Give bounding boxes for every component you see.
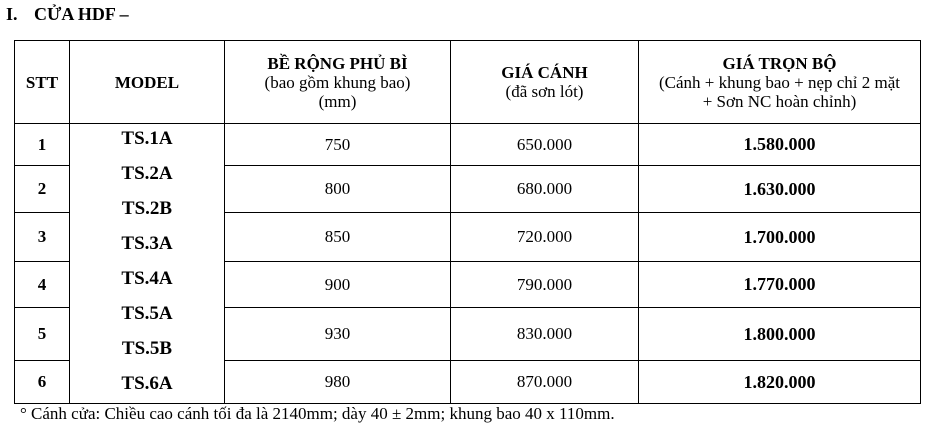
width-cell: 850 (225, 213, 451, 262)
model-item: TS.1A (121, 128, 173, 149)
door-price-cell: 830.000 (451, 308, 639, 361)
model-item: TS.5B (121, 338, 173, 359)
model-item: TS.5A (121, 303, 173, 324)
model-cell (70, 124, 225, 404)
footnote: ° Cánh cửa: Chiều cao cánh tối đa là 2140mm; dày 40 ± 2mm; khung bao 40 x 110mm. (20, 404, 615, 423)
model-item: TS.2A (121, 163, 173, 184)
door-price-cell: 790.000 (451, 262, 639, 308)
stt-cell: 5 (15, 308, 70, 361)
header-model: MODEL (70, 41, 225, 124)
width-cell: 900 (225, 262, 451, 308)
full-price-cell: 1.700.000 (639, 213, 921, 262)
header-full-price: GIÁ TRỌN BỘ (Cánh + khung bao + nẹp chỉ 2 mặt + Sơn NC hoàn chỉnh) (639, 41, 921, 124)
header-width: BỀ RỘNG PHỦ BÌ (bao gồm khung bao) (mm) (225, 41, 451, 124)
width-cell: 800 (225, 166, 451, 213)
full-price-cell: 1.820.000 (639, 361, 921, 404)
table-row (15, 124, 921, 166)
door-price-cell: 650.000 (451, 124, 639, 166)
stt-cell: 1 (15, 124, 70, 166)
width-cell: 930 (225, 308, 451, 361)
stt-cell: 3 (15, 213, 70, 262)
door-price-cell: 680.000 (451, 166, 639, 213)
full-price-cell: 1.630.000 (639, 166, 921, 213)
section-number: I. (6, 4, 18, 24)
width-cell: 980 (225, 361, 451, 404)
model-item: TS.6A (121, 373, 173, 394)
model-item: TS.4A (121, 268, 173, 289)
section-title (6, 4, 129, 25)
stt-cell: 4 (15, 262, 70, 308)
width-cell: 750 (225, 124, 451, 166)
full-price-cell: 1.770.000 (639, 262, 921, 308)
section-title-text: CỬA HDF – (34, 4, 129, 24)
full-price-cell: 1.800.000 (639, 308, 921, 361)
table-header-row (15, 41, 921, 124)
header-stt: STT (15, 41, 70, 124)
price-table (14, 40, 921, 404)
model-item: TS.3A (121, 233, 173, 254)
stt-cell: 2 (15, 166, 70, 213)
stt-cell: 6 (15, 361, 70, 404)
full-price-cell: 1.580.000 (639, 124, 921, 166)
door-price-cell: 720.000 (451, 213, 639, 262)
model-item: TS.2B (121, 198, 173, 219)
header-door-price: GIÁ CÁNH (đã sơn lót) (451, 41, 639, 124)
door-price-cell: 870.000 (451, 361, 639, 404)
